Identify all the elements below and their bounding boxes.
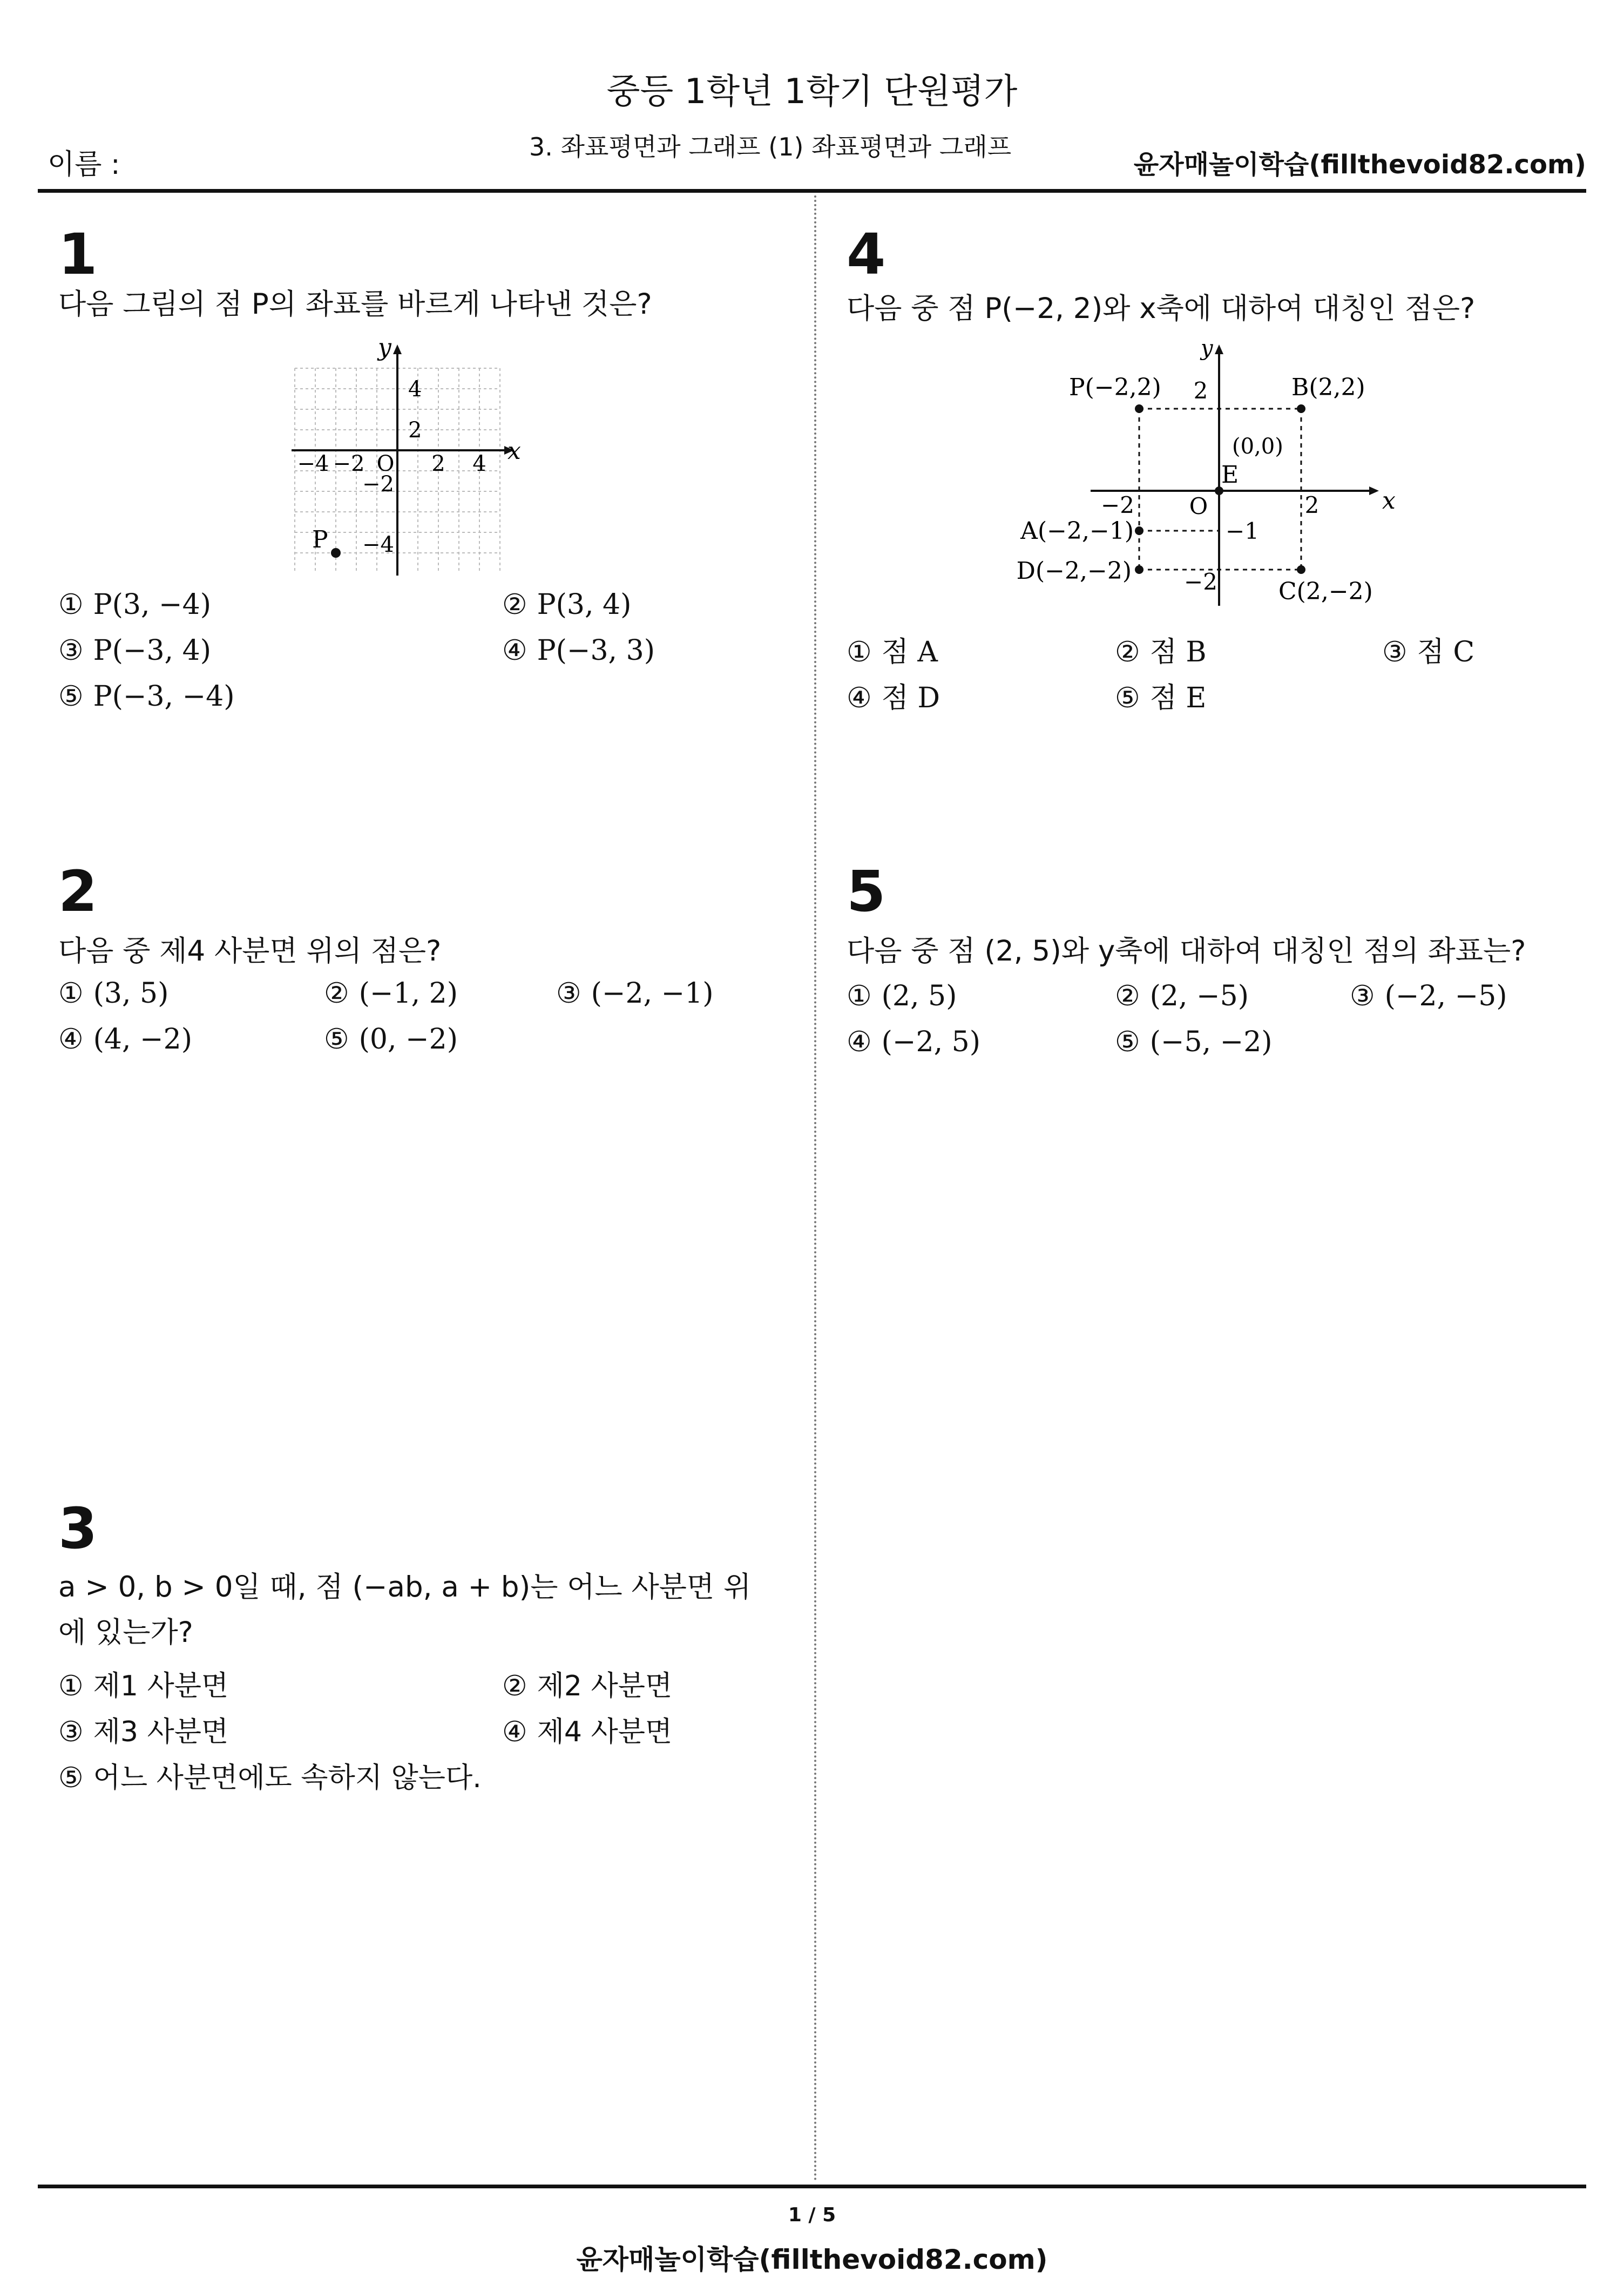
option-item[interactable]	[502, 1709, 672, 1749]
question-number: 4	[847, 221, 886, 287]
option-marker: ①	[58, 1670, 84, 1702]
tick-label: −2	[362, 472, 394, 497]
option-item[interactable]	[847, 1026, 980, 1058]
option-marker: ④	[502, 634, 527, 667]
tick-label: −4	[297, 451, 329, 476]
brand-footer: 윤자매놀이학습(fillthevoid82.com)	[576, 2244, 1048, 2275]
question-number: 3	[58, 1496, 98, 1561]
question-text: 다음 중 제4 사분면 위의 점은?	[58, 935, 442, 968]
option-item[interactable]	[1350, 980, 1507, 1012]
option-text: 제1 사분면	[93, 1670, 229, 1702]
option-text: (−2, −5)	[1384, 980, 1507, 1012]
y-axis-arrow-icon	[393, 344, 402, 354]
page-title: 중등 1학년 1학기 단원평가	[606, 72, 1018, 112]
option-item[interactable]	[58, 1663, 228, 1703]
option-text: (2, 5)	[881, 980, 957, 1012]
option-text: P(−3, 3)	[537, 634, 655, 667]
option-item[interactable]	[502, 1663, 672, 1703]
option-text: P(3, −4)	[93, 589, 211, 621]
option-item[interactable]	[58, 634, 211, 667]
option-marker: ①	[58, 977, 84, 1010]
question-text-line: 에 있는가?	[58, 1616, 193, 1649]
option-text: 점 E	[1149, 682, 1207, 714]
option-marker: ③	[1350, 980, 1375, 1012]
option-marker: ④	[502, 1716, 527, 1748]
option-text: 제3 사분면	[93, 1716, 229, 1748]
option-marker: ③	[556, 977, 581, 1010]
x-axis-arrow-icon	[1369, 486, 1379, 495]
origin-label: O	[1189, 493, 1208, 519]
option-item[interactable]	[324, 977, 458, 1010]
point-c	[1297, 565, 1305, 574]
option-text: 제4 사분면	[537, 1716, 673, 1748]
option-marker: ⑤	[58, 680, 84, 713]
option-marker: ④	[847, 682, 872, 714]
brand-header: 윤자매놀이학습(fillthevoid82.com)	[1133, 150, 1586, 180]
option-marker: ③	[58, 1716, 84, 1748]
option-item[interactable]	[502, 634, 655, 667]
point-p-label: P(−2,2)	[1069, 374, 1161, 401]
point-d-label: D(−2,−2)	[1016, 557, 1132, 585]
point-p-label: P	[312, 526, 328, 553]
option-marker: ②	[502, 1670, 527, 1702]
tick-label: −4	[362, 532, 394, 557]
origin-label: O	[376, 451, 395, 476]
option-item[interactable]	[847, 675, 940, 715]
option-marker: ①	[847, 636, 872, 668]
option-text: (2, −5)	[1149, 980, 1249, 1012]
option-text: 점 C	[1417, 636, 1475, 668]
point-a	[1135, 526, 1143, 535]
option-item[interactable]	[502, 589, 631, 621]
option-marker: ④	[58, 1023, 84, 1056]
option-item[interactable]	[58, 589, 211, 621]
question4-figure	[1016, 336, 1425, 606]
option-item[interactable]	[58, 1023, 192, 1056]
option-item[interactable]	[1115, 1026, 1273, 1058]
tick-label: 4	[408, 377, 422, 402]
option-text: 점 B	[1149, 636, 1207, 668]
point-b	[1297, 404, 1305, 413]
option-item[interactable]	[1382, 629, 1474, 670]
point-d	[1135, 565, 1143, 574]
y-axis-arrow-icon	[1215, 344, 1223, 354]
x-axis-label: x	[1382, 487, 1396, 515]
option-item[interactable]	[1115, 629, 1207, 670]
option-text: 제2 사분면	[537, 1670, 673, 1702]
option-marker: ②	[324, 977, 349, 1010]
option-marker: ②	[1115, 980, 1140, 1012]
option-item[interactable]	[58, 1755, 482, 1795]
tick-label: −2	[333, 451, 365, 476]
option-text: (0, −2)	[358, 1023, 458, 1056]
footer-rule	[38, 2185, 1586, 2188]
question-text: 다음 중 점 (2, 5)와 y축에 대하여 대칭인 점의 좌표는?	[847, 935, 1526, 968]
question1-figure	[286, 336, 534, 576]
option-text: (4, −2)	[93, 1023, 192, 1056]
option-item[interactable]	[1115, 675, 1206, 715]
x-axis-label: x	[508, 437, 521, 465]
point-a-label: A(−2,−1)	[1020, 517, 1134, 545]
option-item[interactable]	[847, 980, 957, 1012]
name-label: 이름 :	[48, 148, 120, 181]
option-item[interactable]	[58, 680, 235, 713]
tick-label: −2	[1101, 492, 1134, 518]
tick-label: 4	[472, 451, 486, 476]
option-marker: ①	[58, 589, 84, 621]
y-axis-label: y	[1201, 336, 1213, 361]
option-item[interactable]	[556, 977, 714, 1010]
option-marker: ⑤	[1115, 1026, 1140, 1058]
option-text: 어느 사분면에도 속하지 않는다.	[93, 1762, 482, 1794]
option-item[interactable]	[324, 1023, 458, 1056]
tick-label: 2	[1193, 377, 1208, 404]
option-marker: ③	[58, 634, 84, 667]
unit-title: 3. 좌표평면과 그래프 (1) 좌표평면과 그래프	[529, 132, 1012, 161]
page-number: 1 / 5	[788, 2204, 836, 2226]
option-text: P(−3, −4)	[93, 680, 235, 713]
point-e-coord: (0,0)	[1232, 434, 1283, 459]
point-p	[331, 548, 341, 558]
tick-label: −1	[1226, 518, 1259, 544]
option-item[interactable]	[58, 977, 168, 1010]
option-marker: ⑤	[58, 1762, 84, 1794]
tick-label: 2	[408, 418, 422, 443]
option-text: (3, 5)	[93, 977, 169, 1010]
tick-label: 2	[1304, 492, 1320, 518]
question-text-line: a > 0, b > 0일 때, 점 (−ab, a + b)는 어느 사분면 위	[58, 1571, 752, 1604]
header-rule	[38, 189, 1586, 193]
option-marker: ①	[847, 980, 872, 1012]
point-c-label: C(2,−2)	[1278, 578, 1373, 605]
option-text: (−5, −2)	[1149, 1026, 1273, 1058]
option-text: (−1, 2)	[358, 977, 458, 1010]
question-number: 5	[847, 858, 886, 924]
option-marker: ④	[847, 1026, 872, 1058]
y-axis-label: y	[378, 334, 391, 361]
tick-label: 2	[431, 451, 445, 476]
option-marker: ⑤	[324, 1023, 349, 1056]
question-text: 다음 그림의 점 P의 좌표를 바르게 나타낸 것은?	[58, 288, 652, 321]
option-marker: ③	[1382, 636, 1408, 668]
option-text: (−2, 5)	[881, 1026, 980, 1058]
point-e-label: E	[1221, 461, 1239, 489]
question-number: 2	[58, 858, 98, 924]
tick-label: −2	[1184, 569, 1217, 595]
column-divider	[814, 195, 816, 2182]
option-text: 점 D	[881, 682, 940, 714]
option-text: 점 A	[881, 636, 938, 668]
option-item[interactable]	[58, 1709, 228, 1749]
point-b-label: B(2,2)	[1291, 374, 1365, 401]
option-marker: ②	[1115, 636, 1140, 668]
option-item[interactable]	[847, 629, 938, 670]
question-text: 다음 중 점 P(−2, 2)와 x축에 대하여 대칭인 점은?	[847, 292, 1476, 325]
point-p	[1135, 404, 1143, 413]
question-number: 1	[58, 221, 98, 287]
option-text: P(−3, 4)	[93, 634, 211, 667]
option-item[interactable]	[1115, 980, 1249, 1012]
option-marker: ②	[502, 589, 527, 621]
option-text: (−2, −1)	[591, 977, 714, 1010]
option-marker: ⑤	[1115, 682, 1140, 714]
option-text: P(3, 4)	[537, 589, 632, 621]
